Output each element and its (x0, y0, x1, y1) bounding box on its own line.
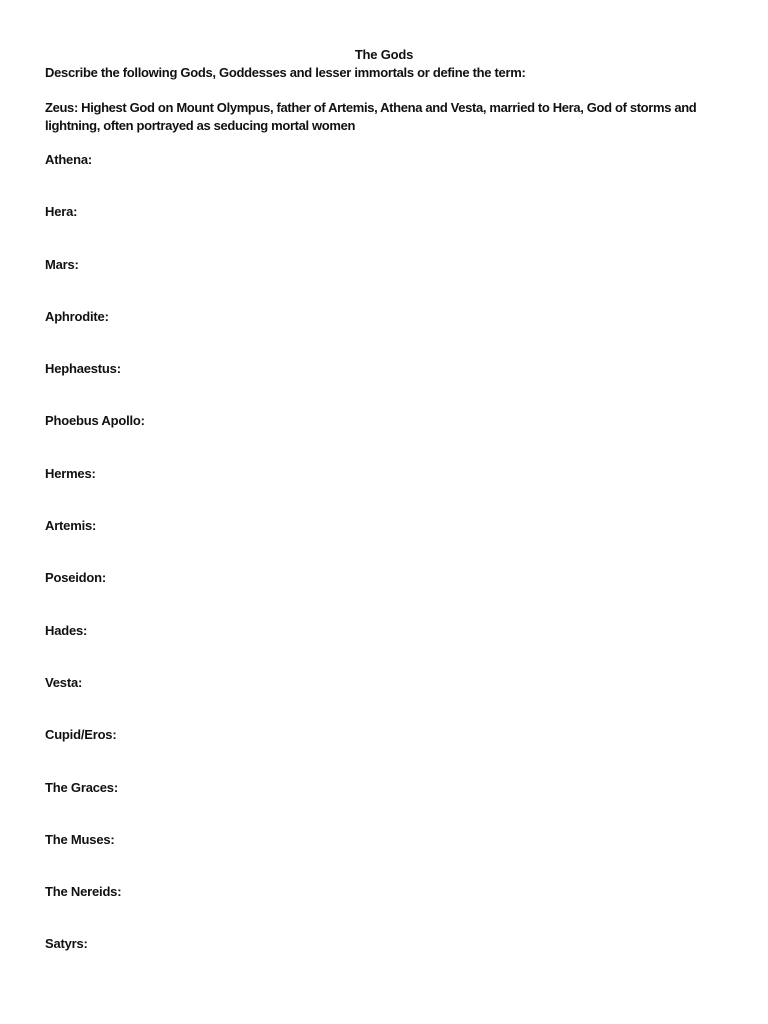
term-aphrodite: Aphrodite: (45, 308, 109, 324)
term-athena: Athena: (45, 152, 92, 167)
term-list (45, 152, 145, 989)
example-line-2: lightning, often portrayed as seducing mortal women (45, 118, 356, 133)
term-mars: Mars: (45, 256, 79, 272)
term-the-graces: The Graces: (45, 779, 118, 795)
example-line-1: Zeus: Highest God on Mount Olympus, father of Artemis, Athena and Vesta, married to Hera, God of storms and (45, 100, 697, 115)
term-cupid-eros: Cupid/Eros: (45, 727, 117, 743)
term-satyrs: Satyrs: (45, 936, 88, 952)
term-hermes: Hermes: (45, 465, 96, 481)
term-vesta: Vesta: (45, 674, 83, 690)
term-phoebus-apollo: Phoebus Apollo: (45, 413, 145, 429)
example-entry-zeus (45, 99, 715, 135)
term-hera: Hera: (45, 204, 78, 220)
term-hades: Hades: (45, 622, 88, 638)
term-hephaestus: Hephaestus: (45, 361, 121, 377)
term-artemis: Artemis: (45, 518, 97, 534)
term-the-nereids: The Nereids: (45, 884, 122, 900)
page-title: The Gods (354, 47, 414, 62)
term-poseidon: Poseidon: (45, 570, 107, 586)
instructions-text: Describe the following Gods, Goddesses and lesser immortals or define the term: (45, 65, 526, 80)
term-the-muses: The Muses: (45, 831, 115, 847)
